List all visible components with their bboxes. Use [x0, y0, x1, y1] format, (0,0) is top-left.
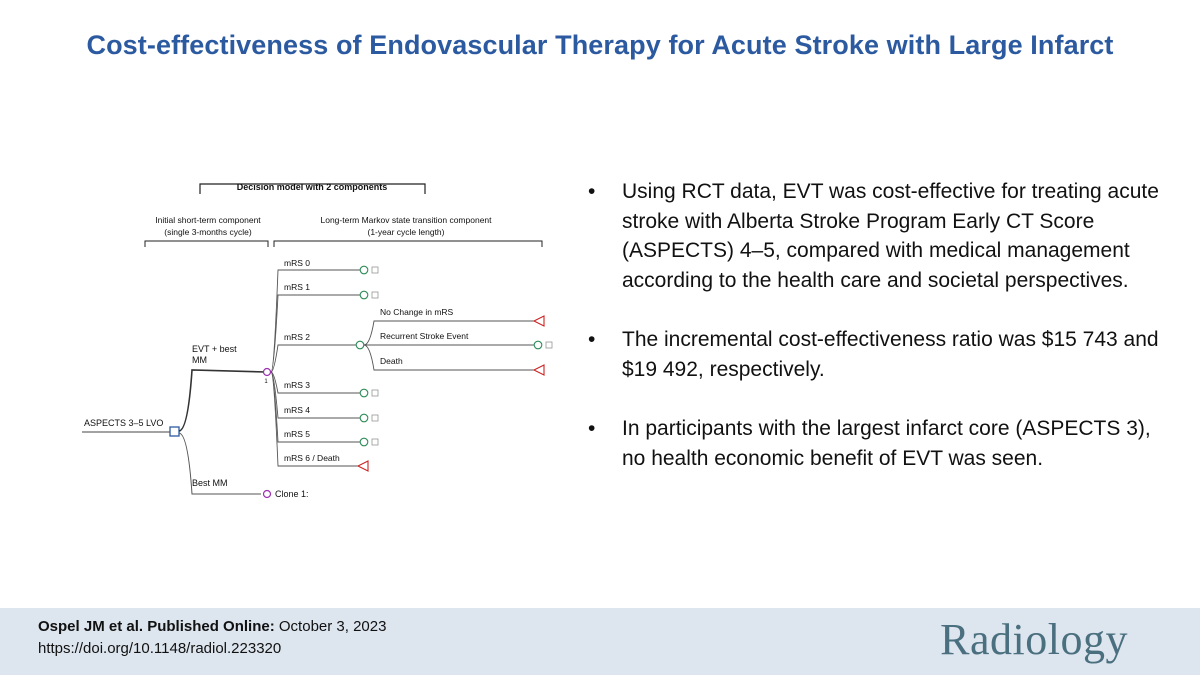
- clone-label: Clone 1:: [275, 489, 309, 499]
- decision-tree-diagram: [60, 170, 580, 510]
- expand-box-mrs5: [372, 439, 378, 445]
- left-component-label: Initial short-term component: [155, 215, 261, 225]
- radiology-logo: Radiology: [940, 615, 1128, 664]
- right-component-bracket: [274, 241, 542, 247]
- expand-box-mrs3: [372, 390, 378, 396]
- transition-label-recurrent: Recurrent Stroke Event: [380, 331, 469, 341]
- markov-node-arm2: [264, 491, 271, 498]
- bullet-item-2: [586, 325, 1176, 384]
- arm2-label: Best MM: [192, 478, 228, 488]
- transition-label-death: Death: [380, 356, 403, 366]
- decision-tree-svg: [60, 170, 580, 510]
- state-label-mrs6: mRS 6 / Death: [284, 453, 340, 463]
- markov-node-arm1: [264, 369, 271, 376]
- chance-node-mrs5: [360, 438, 368, 446]
- footer-bar: [0, 608, 1200, 675]
- terminal-node-no-change: [534, 316, 544, 326]
- branch-mrs2: [271, 345, 356, 372]
- state-label-mrs2: mRS 2: [284, 332, 310, 342]
- bullet-text-1: Using RCT data, EVT was cost-effective for treating acute stroke with Alberta Stroke Program Early CT Score (ASPECTS) 4–5, compared with medical management according to the health care and societal perspectives.: [622, 180, 1159, 292]
- right-component-sublabel: (1-year cycle length): [367, 227, 445, 237]
- bullet-text-3: In participants with the largest infarct core (ASPECTS 3), no health economic benefit of EVT was seen.: [622, 417, 1151, 470]
- transition-label-no-change: No Change in mRS: [380, 307, 454, 317]
- chance-node-mrs4: [360, 414, 368, 422]
- arm1-branch: [179, 370, 266, 431]
- state-label-mrs3: mRS 3: [284, 380, 310, 390]
- key-findings-list: [586, 177, 1176, 503]
- state-label-mrs5: mRS 5: [284, 429, 310, 439]
- root-label: ASPECTS 3–5 LVO: [84, 418, 164, 428]
- terminal-node-mrs6: [358, 461, 368, 471]
- terminal-node-death: [534, 365, 544, 375]
- page-title: Cost-effectiveness of Endovascular Therapy for Acute Stroke with Large Infarct: [86, 30, 1114, 60]
- bullet-item-1: [586, 177, 1176, 295]
- chance-node-recurrent: [534, 341, 542, 349]
- right-component-label: Long-term Markov state transition component: [320, 215, 492, 225]
- diagram-header: Decision model with 2 components: [236, 182, 388, 192]
- arm1-label-line1: EVT + best: [192, 344, 237, 354]
- chance-node-mrs0: [360, 266, 368, 274]
- citation-line-1: [38, 616, 386, 638]
- bullet-dot: •: [588, 417, 596, 440]
- citation-authors: Ospel JM et al. Published Online:: [38, 618, 275, 635]
- chance-node-mrs2: [356, 341, 364, 349]
- state-label-mrs0: mRS 0: [284, 258, 310, 268]
- state-label-mrs1: mRS 1: [284, 282, 310, 292]
- state-label-mrs4: mRS 4: [284, 405, 310, 415]
- expand-box-recurrent: [546, 342, 552, 348]
- decision-node: [170, 427, 179, 436]
- markov-node-number: 1: [264, 379, 268, 385]
- state-nodes: [356, 266, 378, 471]
- left-component-bracket: [145, 241, 268, 247]
- bullet-text-2: The incremental cost-effectiveness ratio was $15 743 and $19 492, respectively.: [622, 328, 1159, 381]
- chance-node-mrs3: [360, 389, 368, 397]
- arm1-label-line2: MM: [192, 355, 207, 365]
- expand-box-mrs0: [372, 267, 378, 273]
- bullet-item-3: [586, 414, 1176, 473]
- left-component-sublabel: (single 3-months cycle): [164, 227, 252, 237]
- expand-box-mrs1: [372, 292, 378, 298]
- expand-box-mrs4: [372, 415, 378, 421]
- chance-node-mrs1: [360, 291, 368, 299]
- bullet-dot: •: [588, 328, 596, 351]
- citation-doi[interactable]: https://doi.org/10.1148/radiol.223320: [38, 640, 282, 657]
- citation-date: October 3, 2023: [274, 618, 387, 635]
- citation: [38, 616, 386, 660]
- bullet-dot: •: [588, 180, 596, 203]
